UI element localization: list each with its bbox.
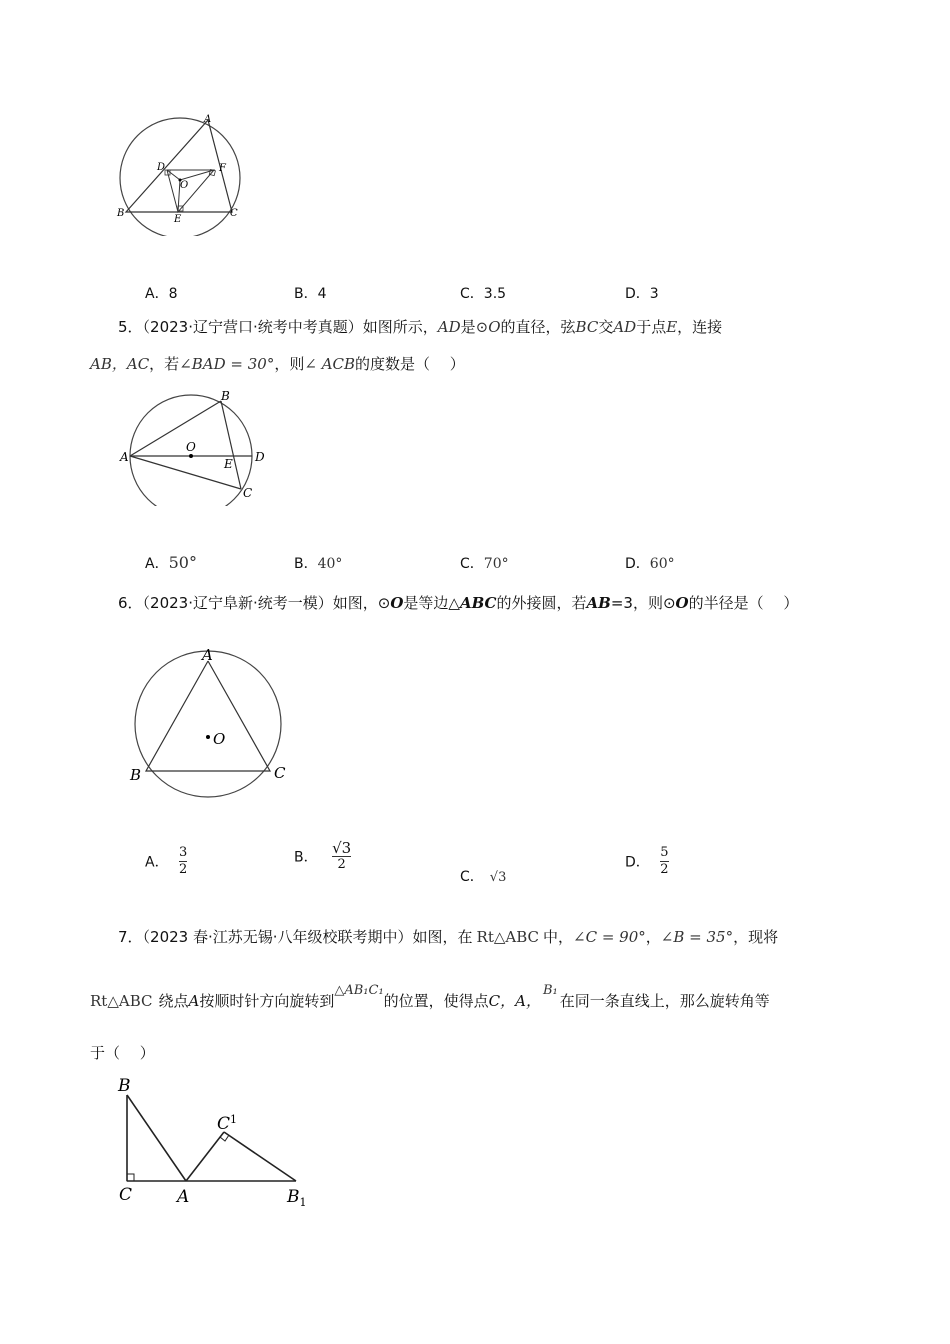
q5-option-a[interactable]: A．50° — [145, 553, 197, 572]
q5-label-c: C — [243, 486, 253, 500]
q5-label-e: E — [224, 457, 233, 471]
q4-option-d[interactable]: D．3 — [625, 286, 659, 302]
q6-label-a: A — [202, 646, 213, 664]
q5-figure — [115, 386, 275, 506]
q5-label-a: A — [120, 450, 129, 464]
q6-label-o: O — [213, 730, 226, 748]
q7-label-c: C — [119, 1185, 133, 1205]
q6-label-b: B — [130, 766, 142, 784]
q4-option-a[interactable]: A．8 — [145, 286, 178, 302]
q6-option-d[interactable]: D． $\frac{5}{2}$ — [625, 845, 669, 877]
q6-option-b[interactable]: B． $\frac{√3}{2}$ — [294, 839, 352, 872]
q5-line1: 5．（2023·辽宁营口·统考中考真题）如图所示，AD是⊙O的直径，弦BC交AD于点E，连接 — [118, 318, 723, 336]
q7-line2: Rt△ABC 绕点A按顺时针方向旋转到△AB₁C₁的位置，使得点C，A，B₁在同一条直线上，那么旋转角等 — [90, 983, 770, 1010]
q5-option-c[interactable]: C．70° — [460, 556, 509, 572]
q4-label-b: B — [117, 208, 125, 219]
q4-label-a: A — [204, 114, 212, 125]
q7-label-b1: $B_1$ — [287, 1187, 307, 1209]
q7-label-c1: $C^1$ — [217, 1113, 238, 1134]
q7-label-b: B — [118, 1076, 131, 1096]
q4-option-c[interactable]: C．3.5 — [460, 286, 507, 302]
q5-line2: AB，AC，若∠BAD = 30°，则∠ ACB的度数是（ ） — [90, 355, 465, 373]
q4-figure — [110, 108, 250, 236]
q7-line1: 7．（2023 春·江苏无锡·八年级校联考期中）如图，在 Rt△ABC 中，∠C = 90°，∠B = 35°，现将 — [118, 928, 779, 946]
q6-line1: 6．（2023·辽宁阜新·统考一模）如图，⊙O是等边△ABC的外接圆，若AB=3，则⊙O的半径是（ ） — [118, 594, 799, 612]
q5-label-b: B — [221, 389, 230, 403]
q4-label-d: D — [157, 162, 166, 173]
q4-label-e: E — [174, 214, 182, 225]
q6-figure — [125, 642, 295, 802]
q6-label-c: C — [274, 764, 286, 782]
q5-label-o: O — [186, 440, 196, 454]
q5-option-b[interactable]: B．40° — [294, 556, 343, 572]
q4-label-c: C — [230, 208, 238, 219]
q5-option-d[interactable]: D．60° — [625, 556, 675, 572]
q7-figure — [110, 1070, 310, 1210]
q6-option-c[interactable]: C． √3 — [460, 869, 507, 885]
q4-label-o: O — [180, 180, 189, 191]
q7-line3: 于（ ） — [90, 1044, 155, 1062]
q4-label-f: F — [219, 163, 226, 174]
q4-option-b[interactable]: B．4 — [294, 286, 327, 302]
q7-label-a: A — [177, 1187, 190, 1207]
q6-option-a[interactable]: A． $\frac{3}{2}$ — [145, 845, 188, 877]
q5-label-d: D — [255, 450, 265, 464]
